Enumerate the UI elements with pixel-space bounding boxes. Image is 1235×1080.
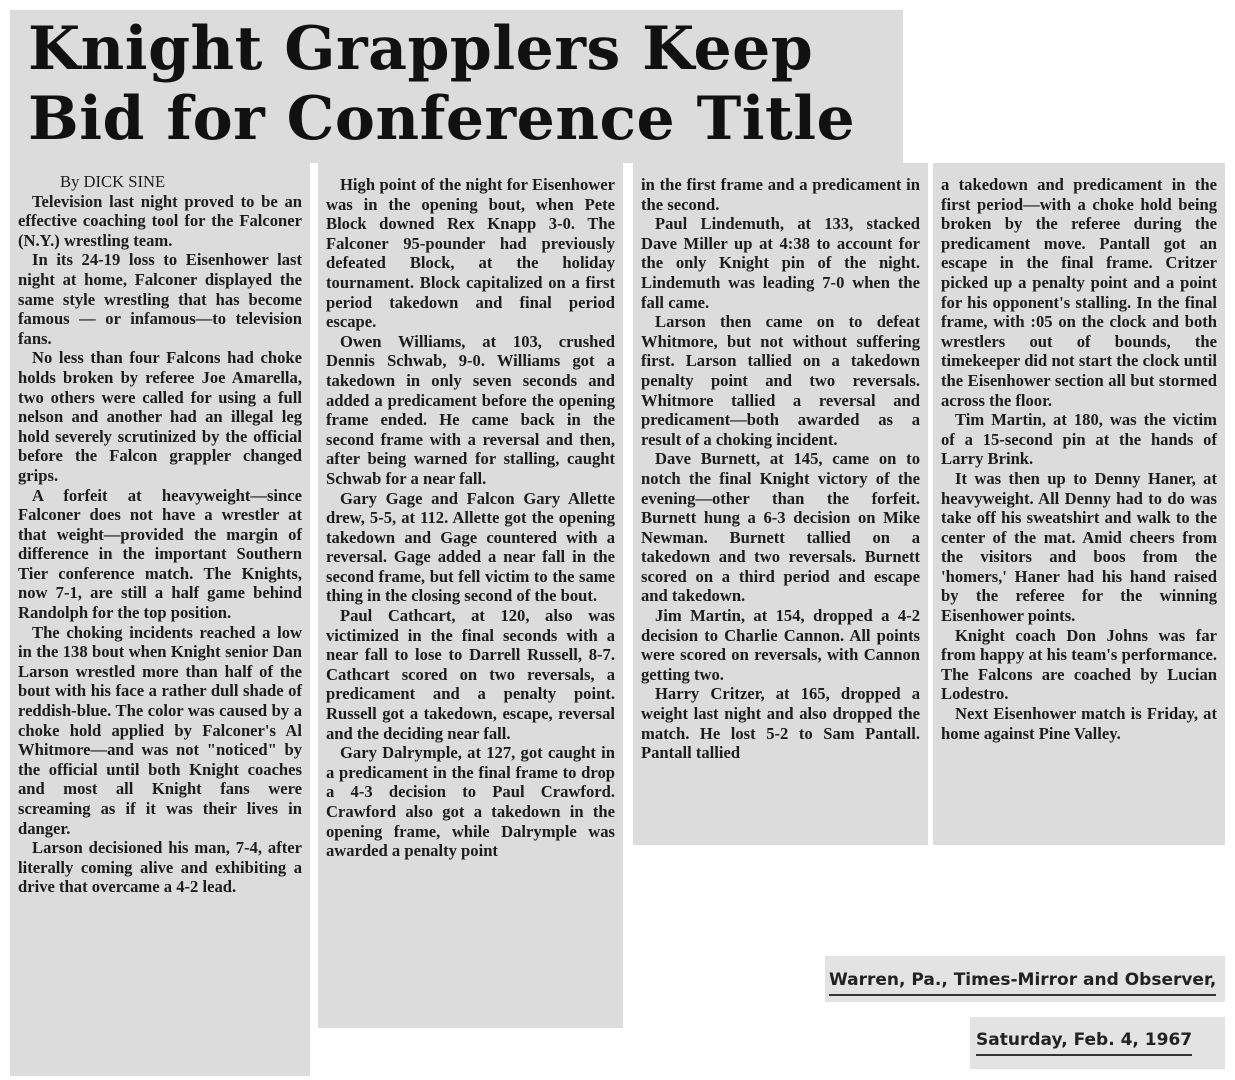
paragraph: Tim Martin, at 180, was the victim of a 15-second pin at the hands of Larry Brink. <box>941 410 1217 469</box>
date-caption-clipping <box>970 1017 1225 1069</box>
paragraph: Gary Gage and Falcon Gary Allette drew, 5-5, at 112. Allette got the opening takedown and Gage countered with a reversal. Gage added a near fall in the second frame, but fell victim to the same thing in the closing second of the bout. <box>326 488 615 606</box>
paragraph: in the first frame and a predicament in the second. <box>641 175 920 214</box>
paragraph: In its 24-19 loss to Eisenhower last night at home, Falconer displayed the same style wrestling that has become famous — or infamous—to television fans. <box>18 250 302 348</box>
paragraph: Harry Critzer, at 165, dropped a weight last night and also dropped the match. He lost 5-2 to Sam Pantall. Pantall tallied <box>641 684 920 763</box>
paragraph: Larson then came on to defeat Whitmore, but not without suffering first. Larson tallied on a takedown penalty point and two reversals. Whitmore tallied a reversal and predicament—both awarded as a result of a choking incident. <box>641 312 920 449</box>
paragraph: Gary Dalrymple, at 127, got caught in a predicament in the final frame to drop a 4-3 decision to Paul Crawford. Crawford also got a takedown in the opening frame, while Dalrymple was awarded a penalty point <box>326 743 615 861</box>
paragraph: a takedown and predicament in the first period—with a choke hold being broken by the referee during the predicament move. Pantall got an escape in the final frame. Critzer picked up a penalty point and a point for his opponent's stalling. In the final frame, with :05 on the clock and both wrestlers out of bounds, the timekeeper did not start the clock until the Eisenhower section all but stormed across the floor. <box>941 175 1217 410</box>
article-column-1 <box>10 163 310 1076</box>
paragraph: Paul Lindemuth, at 133, stacked Dave Miller up at 4:38 to account for the only Knight pin of the night. Lindemuth was leading 7-0 when the fall came. <box>641 214 920 312</box>
headline-clipping <box>10 10 903 163</box>
article-column-2 <box>318 163 623 1028</box>
paragraph: Jim Martin, at 154, dropped a 4-2 decision to Charlie Cannon. All points were scored on reversals, with Cannon getting two. <box>641 606 920 684</box>
paragraph: Television last night proved to be an effective coaching tool for the Falconer (N.Y.) wrestling team. <box>18 191 302 250</box>
paragraph: Dave Burnett, at 145, came on to notch the final Knight victory of the evening—other than the forfeit. Burnett hung a 6-3 decision on Mike Newman. Burnett tallied on a takedown and two reversals. Burnett scored on a third period and escape and takedown. <box>641 449 920 606</box>
source-caption-clipping <box>825 956 1225 1002</box>
article-column-3 <box>633 163 928 845</box>
paragraph: The choking incidents reached a low in the 138 bout when Knight senior Dan Larson wrestled more than half of the bout with his face a rather dull shade of reddish-blue. The color was caused by a choke hold applied by Falconer's Al Whitmore—and was not "noticed" by the official until both Knight coaches and most all Knight fans were screaming as if it was their lives in danger. <box>18 622 302 838</box>
paragraph: High point of the night for Eisenhower was in the opening bout, when Pete Block downed Rex Knapp 3-0. The Falconer 95-pounder had previously defeated Block, at the holiday tournament. Block capitalized on a first period takedown and final period escape. <box>326 175 615 332</box>
paragraph: Larson decisioned his man, 7-4, after literally coming alive and exhibiting a drive that overcame a 4-2 lead. <box>18 838 302 897</box>
paragraph: Paul Cathcart, at 120, also was victimized in the final seconds with a near fall to lose to Darrell Russell, 8-7. Cathcart scored on two reversals, a predicament and a penalty point. Russell got a takedown, escape, reversal and the deciding near fall. <box>326 606 615 743</box>
paragraph: A forfeit at heavyweight—since Falconer does not have a wrestler at that weight—provided the margin of difference in the important Southern Tier conference match. The Knights, now 7-1, are still a half game behind Randolph for the top position. <box>18 485 302 623</box>
paragraph: Knight coach Don Johns was far from happy at his team's performance. The Falcons are coached by Lucian Lodestro. <box>941 625 1217 704</box>
source-caption: Warren, Pa., Times-Mirror and Observer, <box>829 970 1216 996</box>
byline: By DICK SINE <box>60 172 166 191</box>
paragraph: Owen Williams, at 103, crushed Dennis Schwab, 9-0. Williams got a takedown in only seven seconds and added a predicament before the opening frame ended. He came back in the second frame with a reversal and then, after being warned for stalling, caught Schwab for a near fall. <box>326 331 615 488</box>
date-caption: Saturday, Feb. 4, 1967 <box>976 1030 1192 1056</box>
headline-line-1: Knight Grapplers Keep <box>28 14 814 84</box>
paragraph: Next Eisenhower match is Friday, at home against Pine Valley. <box>941 704 1217 743</box>
paragraph: No less than four Falcons had choke holds broken by referee Joe Amarella, two others were called for using a full nelson and another had an illegal leg hold severely scrutinized by the official before the Falcon grappler changed grips. <box>18 348 302 485</box>
headline-line-2: Bid for Conference Title <box>28 84 856 154</box>
article-column-4 <box>933 163 1225 845</box>
paragraph: It was then up to Denny Haner, at heavyweight. All Denny had to do was take off his sweatshirt and walk to the center of the mat. Amid cheers from the visitors and boos from the 'homers,' Haner had his hand raised by the referee for the winning Eisenhower points. <box>941 468 1217 626</box>
